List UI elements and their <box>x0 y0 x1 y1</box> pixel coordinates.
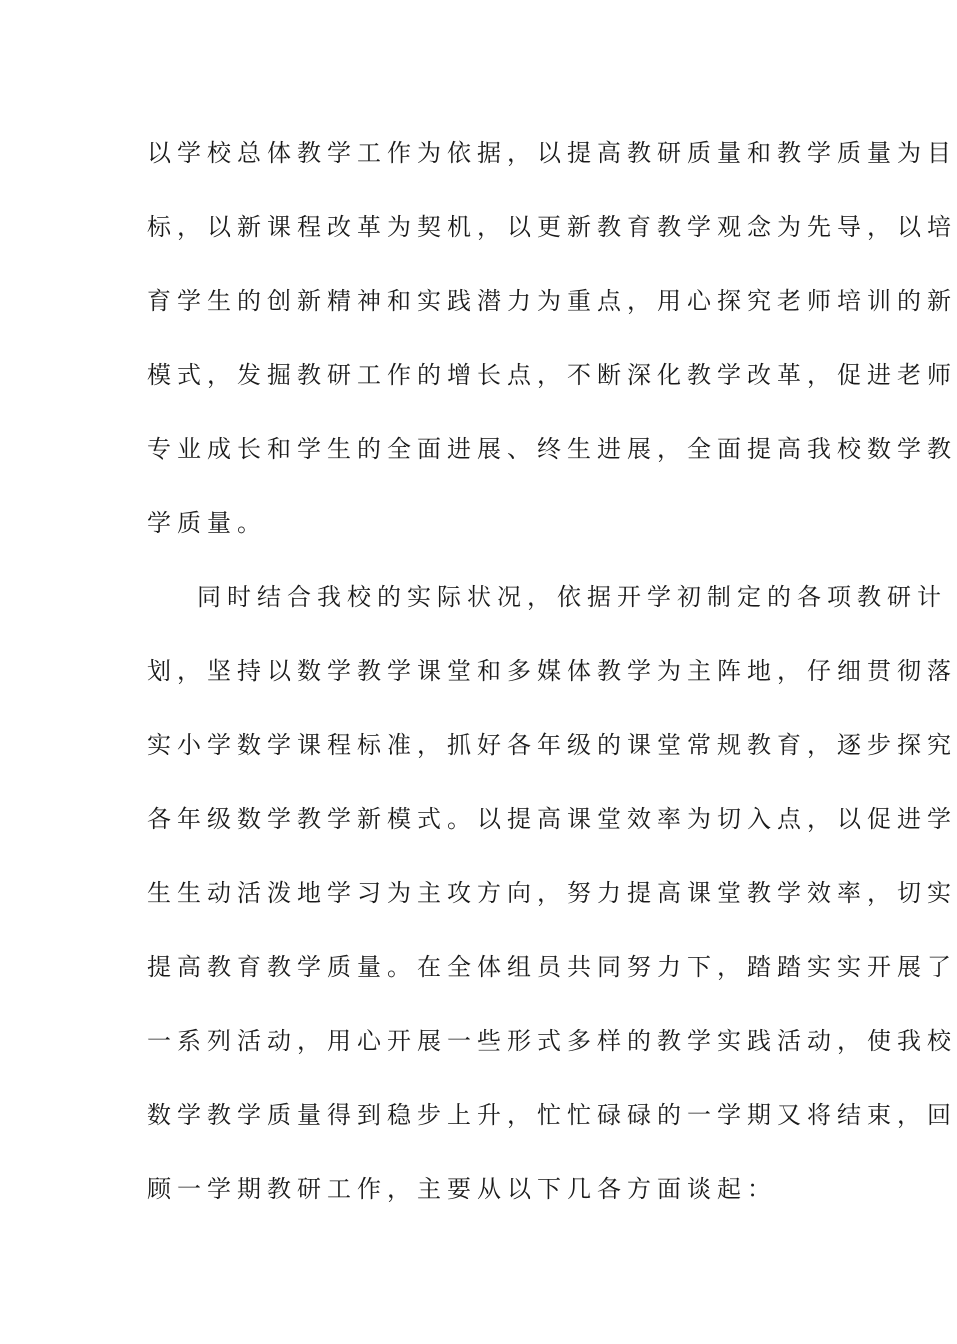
text-line: 提高教育教学质量。在全体组员共同努力下，踏踏实实开展了 <box>147 953 957 981</box>
text-line: 各年级数学教学新模式。以提高课堂效率为切入点，以促进学 <box>147 805 957 833</box>
text-line: 生生动活泼地学习为主攻方向，努力提高课堂教学效率，切实 <box>147 879 957 907</box>
text-line: 顾一学期教研工作，主要从以下几各方面谈起： <box>147 1175 777 1203</box>
text-line: 同时结合我校的实际状况，依据开学初制定的各项教研计 <box>197 583 947 611</box>
text-line: 以学校总体教学工作为依据，以提高教研质量和教学质量为目 <box>147 139 957 167</box>
text-line: 育学生的创新精神和实践潜力为重点，用心探究老师培训的新 <box>147 287 957 315</box>
text-line: 标，以新课程改革为契机，以更新教育教学观念为先导，以培 <box>147 213 957 241</box>
text-line: 模式，发掘教研工作的增长点，不断深化教学改革，促进老师 <box>147 361 957 389</box>
text-line: 数学教学质量得到稳步上升，忙忙碌碌的一学期又将结束，回 <box>147 1101 957 1129</box>
text-line: 一系列活动，用心开展一些形式多样的教学实践活动，使我校 <box>147 1027 957 1055</box>
text-line: 专业成长和学生的全面进展、终生进展，全面提高我校数学教 <box>147 435 957 463</box>
text-line: 学质量。 <box>147 509 267 537</box>
text-line: 实小学数学课程标准，抓好各年级的课堂常规教育，逐步探究 <box>147 731 957 759</box>
text-line: 划，坚持以数学教学课堂和多媒体教学为主阵地，仔细贯彻落 <box>147 657 957 685</box>
